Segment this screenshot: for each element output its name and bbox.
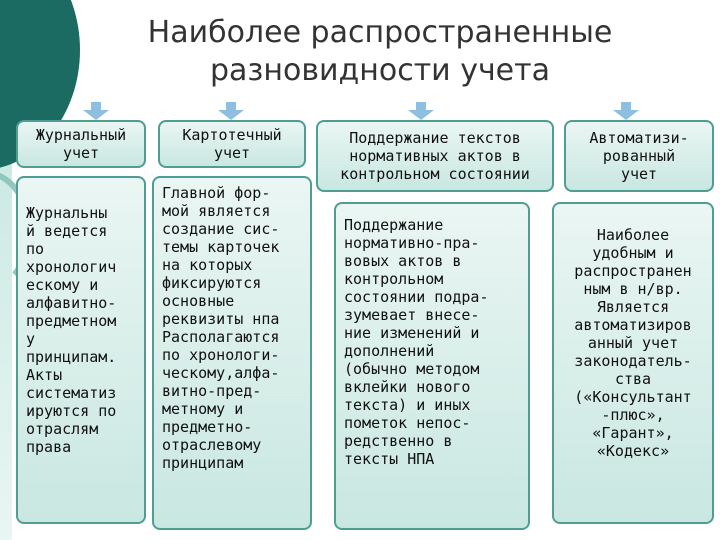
slide-title: Наиболее распространенные разновидности учета (147, 15, 613, 88)
header-journal-accounting: Журнальный учет (16, 120, 146, 168)
body-automated-accounting: Наиболее удобным и распространен ным в н/вр. Является автоматизиров анный учет законодатель- ства («Консультант -плюс», «Гарант», «Кодекс» (552, 202, 714, 524)
arrow-down-icon (218, 102, 244, 120)
header-automated-accounting: Автоматизи- рованный учет (564, 120, 714, 192)
body-journal-accounting: Журнальны й ведется по хронологич ескому и алфавитно- предметном у принципам. Акты систематиз ируются по отраслям права (16, 176, 146, 524)
body-control-state: Поддержание нормативно-пра- вовых актов в контрольном состоянии подра- зумевает внесе- ние изменений и дополнений (обычно методом вклейки нового текста) и иных пометок непос- редственно в тексты НПА (334, 202, 530, 530)
header-card-accounting: Картотечный учет (158, 120, 306, 168)
body-card-accounting: Главной фор- мой является создание сис- темы карточек на которых фиксируются основные реквизиты нпа Располагаются по хронологи- ческому,алфа- витно-пред- метному и предметно- отраслевому принципам (152, 176, 312, 530)
arrow-down-icon (408, 102, 434, 120)
arrow-down-icon (83, 102, 109, 120)
arrow-down-icon (613, 102, 639, 120)
header-control-state: Поддержание текстов нормативных актов в контрольном состоянии (316, 120, 554, 192)
